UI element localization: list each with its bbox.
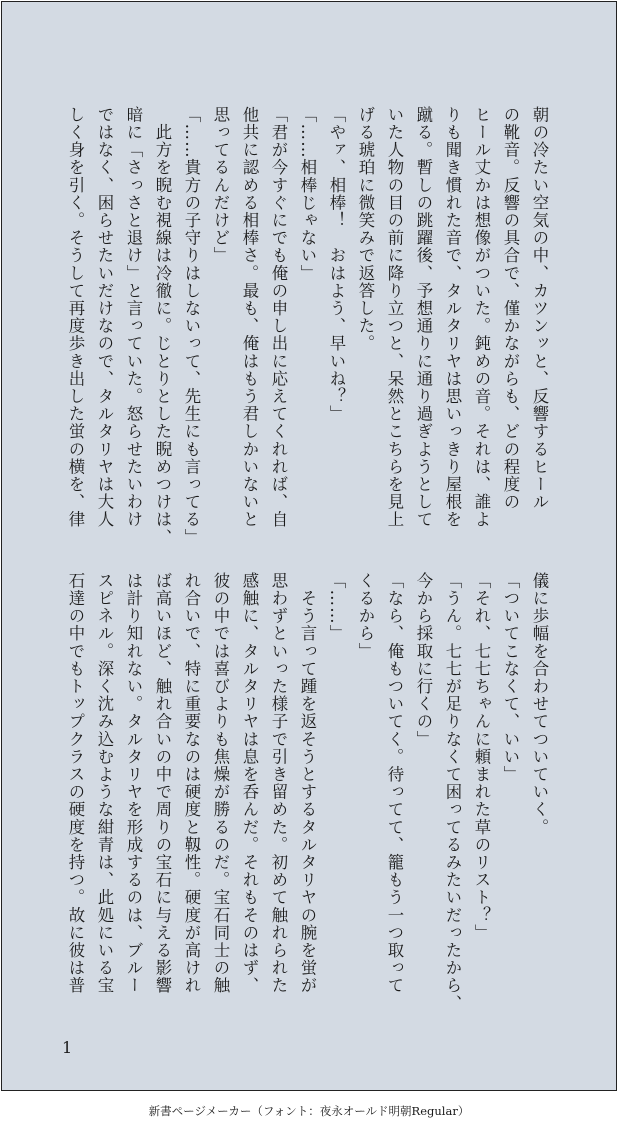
text-line: ヒール丈かは想像がついた。鈍めの音。それは、誰よ [472, 106, 491, 529]
text-line: 「うん。七七が足りなくて困ってるみたいだったから、 [443, 572, 462, 1012]
text-line: 「それ、七七ちゃんに頼まれた草のリスト？」 [472, 572, 491, 942]
text-line: 「君が今すぐにでも俺の申し出に応えてくれれば、自 [269, 106, 288, 529]
text-line: 他共に認める相棒さ。最も、俺はもう君しかいないと [240, 106, 259, 529]
page-number: 1 [62, 1038, 73, 1057]
text-line: 石達の中でもトップクラスの硬度を持つ。故に彼は普 [66, 572, 85, 995]
text-line: げる琥珀に微笑みで返答した。 [356, 106, 375, 353]
text-block-bottom [61, 572, 554, 1012]
text-line: 「なら、俺もついてく。待ってて、籠もう一つ取って [385, 572, 404, 995]
text-line: 感触に、タルタリヤは息を呑んだ。それもそのはず、 [240, 572, 259, 995]
text-line: 「やァ、相棒！ おはよう、早いね？」 [327, 106, 346, 423]
text-line: ではなく、困らせたいだけなので、タルタリヤは大人 [95, 106, 114, 529]
text-line: 儀に歩幅を合わせてついていく。 [530, 572, 549, 836]
text-line: の靴音。反響の具合で、僅かながらも、どの程度の [501, 106, 520, 511]
text-line: 此方を睨む視線は冷徹に。じとりとした睨めつけは、 [153, 106, 172, 546]
text-line: 「……貴方の子守りはしないって、先生にも言ってる」 [182, 106, 201, 546]
text-line: そう言って踵を返そうとするタルタリヤの腕を蛍が [298, 572, 317, 995]
text-line: いた人物の目の前に降り立つと、呆然とこちらを見上 [385, 106, 404, 529]
text-line: 彼の中では喜びよりも焦燥が勝るのだ。宝石同士の触 [211, 572, 230, 995]
text-line: 蹴る。暫しの跳躍後、予想通りに通り過ぎようとして [414, 106, 433, 529]
text-line: りも聞き慣れた音で、タルタリヤは思いっきり屋根を [443, 106, 462, 529]
text-line: 「……相棒じゃない」 [298, 106, 317, 282]
text-line: 「……」 [327, 572, 346, 643]
text-line: 暗に「さっさと退け」と言っていた。怒らせたいわけ [124, 106, 143, 529]
text-line: 朝の冷たい空気の中、カツンッと、反響するヒール [530, 106, 549, 511]
text-line: 「ついてこなくて、いい」 [501, 572, 520, 784]
text-line: 思ってるんだけど」 [211, 106, 230, 265]
text-line: しく身を引く。そうして再度歩き出した蛍の横を、律 [66, 106, 85, 529]
text-block-top [61, 106, 554, 546]
text-line: 思わずといった様子で引き留めた。初めて触れられた [269, 572, 288, 995]
text-line: 今から採取に行くの」 [414, 572, 433, 748]
text-line: くるから」 [356, 572, 375, 660]
text-line: ば高いほど、触れ合いの中で周りの宝石に与える影響 [153, 572, 172, 995]
text-line: は計り知れない。タルタリヤを形成するのは、ブルー [124, 572, 143, 995]
book-page [1, 1, 617, 1091]
text-line: れ合いで、特に重要なのは硬度と靱性。硬度が高けれ [182, 572, 201, 995]
footer-credit: 新書ページメーカー（フォント：夜永オールド明朝Regular） [148, 1104, 470, 1118]
text-line: スピネル。深く沈み込むような紺青は、此処にいる宝 [95, 572, 114, 995]
